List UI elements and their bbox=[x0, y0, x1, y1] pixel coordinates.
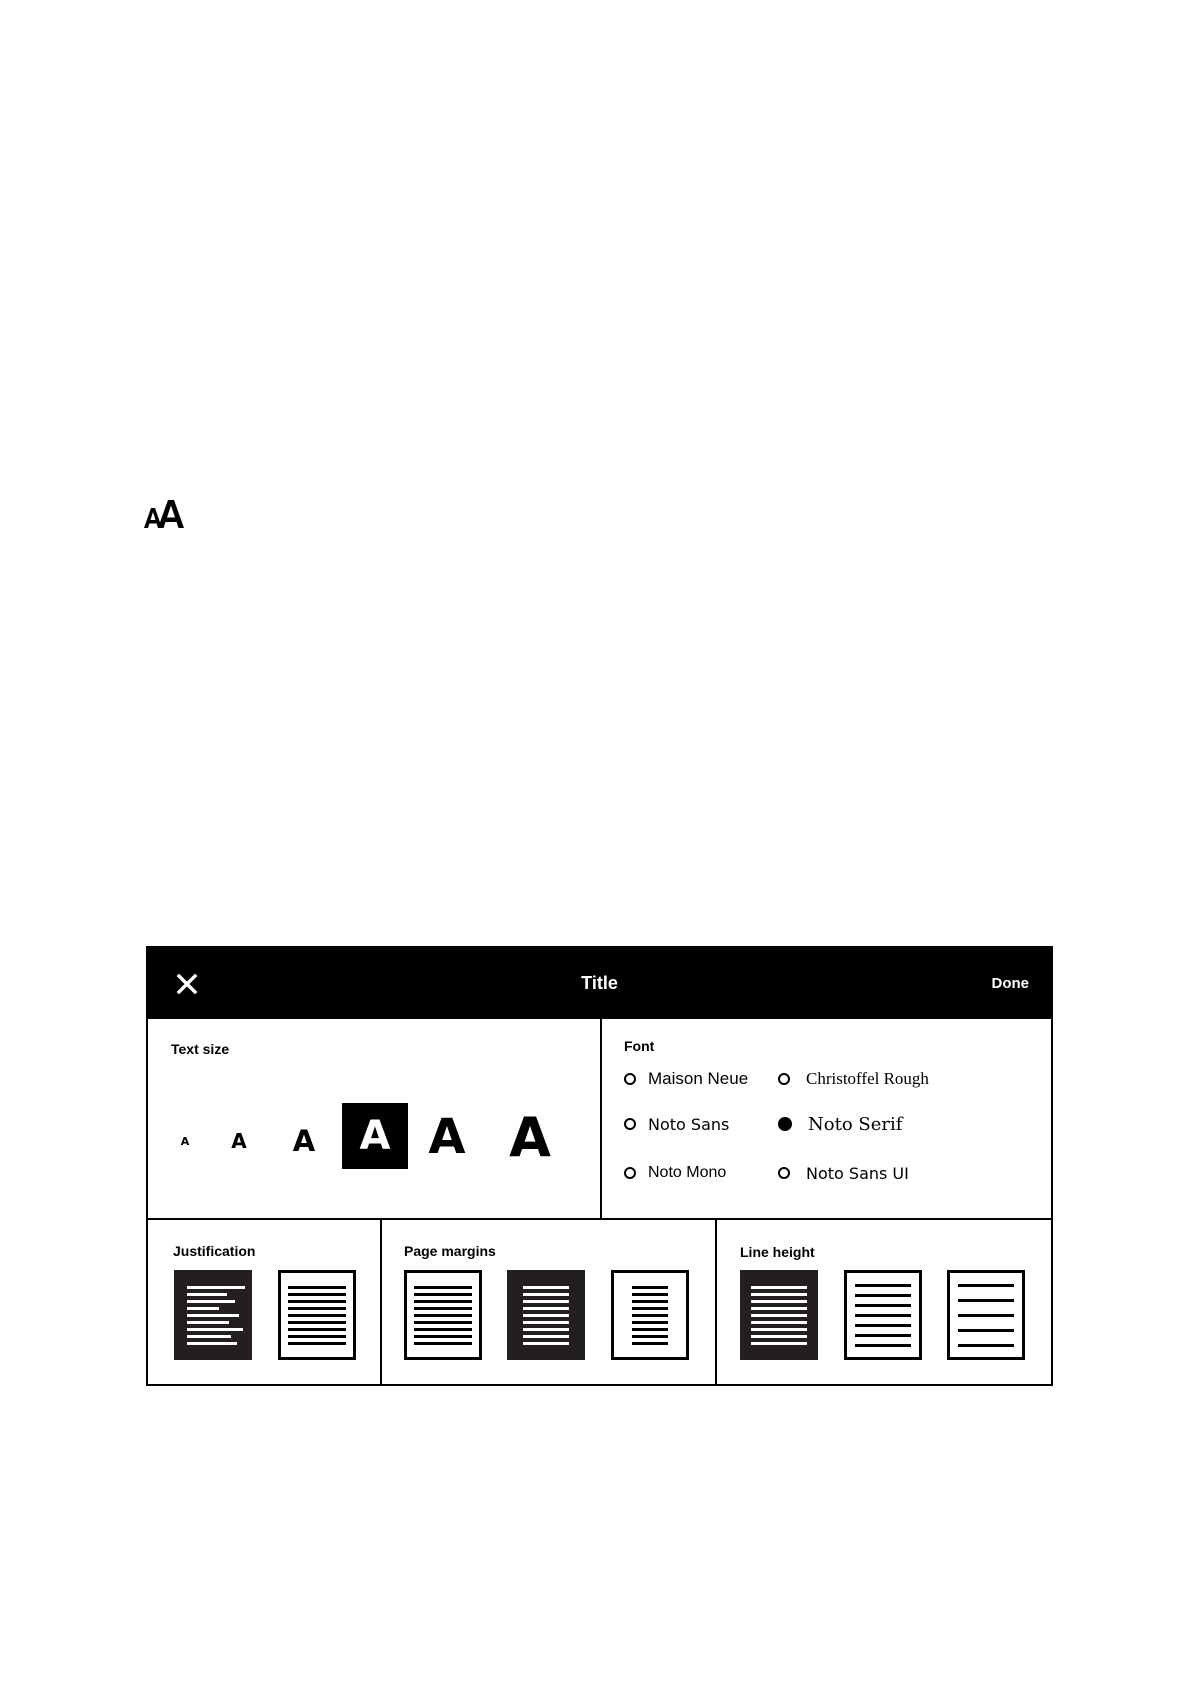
justification-label: Justification bbox=[173, 1243, 256, 1259]
font-option-label: Maison Neue bbox=[648, 1069, 749, 1088]
font-option-christoffel-rough[interactable] bbox=[778, 1066, 929, 1092]
line-height-normal-option[interactable] bbox=[844, 1270, 922, 1360]
text-size-option-6[interactable] bbox=[504, 1107, 556, 1167]
font-label: Font bbox=[624, 1038, 655, 1054]
margin-large-option[interactable] bbox=[611, 1270, 689, 1360]
radio-unselected-icon bbox=[778, 1167, 790, 1179]
text-size-option-label: A bbox=[292, 1124, 316, 1158]
panel-title: Title bbox=[581, 973, 618, 993]
radio-unselected-icon bbox=[778, 1073, 790, 1085]
justify-left-option[interactable] bbox=[174, 1270, 252, 1360]
text-size-label: Text size bbox=[171, 1041, 230, 1057]
line-height-loose-option[interactable] bbox=[947, 1270, 1025, 1360]
text-settings-icon[interactable] bbox=[143, 498, 185, 532]
font-option-label: Noto Mono bbox=[648, 1164, 727, 1181]
text-settings-panel bbox=[146, 946, 1053, 1386]
divider bbox=[600, 1019, 602, 1220]
text-size-option-3[interactable] bbox=[287, 1122, 321, 1160]
divider bbox=[380, 1220, 382, 1384]
done-button[interactable]: Done bbox=[991, 975, 1029, 992]
close-icon bbox=[168, 965, 206, 1003]
font-option-label: Noto Sans UI bbox=[806, 1163, 909, 1183]
font-option-label: Noto Serif bbox=[808, 1113, 903, 1135]
margin-medium-option[interactable] bbox=[507, 1270, 585, 1360]
radio-unselected-icon bbox=[624, 1073, 636, 1085]
radio-unselected-icon bbox=[624, 1167, 636, 1179]
text-size-option-label: A bbox=[180, 1134, 190, 1148]
font-option-maison-neue[interactable] bbox=[624, 1066, 748, 1092]
text-size-option-label: A bbox=[359, 1113, 391, 1159]
close-button[interactable] bbox=[168, 965, 206, 1003]
text-size-option-1[interactable] bbox=[175, 1126, 195, 1156]
justify-full-option[interactable] bbox=[278, 1270, 356, 1360]
font-option-label: Noto Sans bbox=[648, 1114, 730, 1134]
margin-small-option[interactable] bbox=[404, 1270, 482, 1360]
font-option-noto-serif[interactable] bbox=[778, 1111, 902, 1137]
text-size-option-label: A bbox=[231, 1129, 247, 1153]
radio-unselected-icon bbox=[624, 1118, 636, 1130]
text-size-option-4[interactable] bbox=[342, 1103, 408, 1169]
text-size-option-label: A bbox=[428, 1109, 466, 1165]
text-size-option-2[interactable] bbox=[226, 1124, 252, 1158]
text-size-option-label: A bbox=[509, 1105, 551, 1169]
radio-selected-icon bbox=[778, 1117, 792, 1131]
divider bbox=[715, 1220, 717, 1384]
line-height-label: Line height bbox=[740, 1244, 815, 1260]
line-height-compact-option[interactable] bbox=[740, 1270, 818, 1360]
font-option-label: Christoffel Rough bbox=[806, 1069, 929, 1088]
divider bbox=[148, 1218, 1051, 1220]
panel-header bbox=[148, 948, 1051, 1019]
font-option-noto-sans[interactable] bbox=[624, 1111, 729, 1137]
text-size-option-5[interactable] bbox=[423, 1110, 471, 1164]
page-margins-label: Page margins bbox=[404, 1243, 496, 1259]
font-option-noto-mono[interactable] bbox=[624, 1160, 726, 1186]
font-option-noto-sans-ui[interactable] bbox=[778, 1160, 909, 1186]
